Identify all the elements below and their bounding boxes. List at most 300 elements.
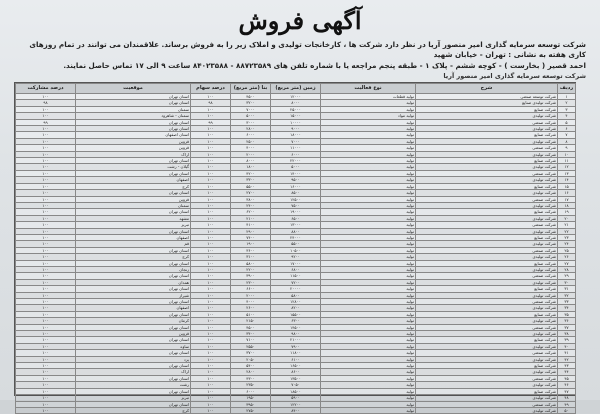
cell-row-number: ۳۸ — [558, 331, 576, 337]
cell-land: ۲۲۰۰۰ — [271, 158, 321, 164]
cell-share: ۱۰۰ — [191, 337, 231, 343]
cell-building: ۳۲۰۰ — [231, 100, 271, 106]
cell-ownership: ۱۰۰ — [16, 369, 76, 375]
cell-description: شرکت تولیدی — [416, 407, 558, 413]
cell-share: ۱۰۰ — [191, 106, 231, 112]
cell-share: ۱۰۰ — [191, 363, 231, 369]
cell-row-number: ۱۳ — [558, 170, 576, 176]
cell-location: استان تهران — [76, 375, 191, 381]
cell-building: ۲۸۰۰ — [231, 369, 271, 375]
cell-location: استان تهران — [76, 119, 191, 125]
cell-location: استان تهران — [76, 388, 191, 394]
cell-usage: تولید — [321, 164, 416, 170]
cell-share: ۱۰۰ — [191, 286, 231, 292]
cell-row-number: ۴۴ — [558, 369, 576, 375]
cell-share: ۱۰۰ — [191, 222, 231, 228]
cell-usage: تولید — [321, 196, 416, 202]
cell-ownership: ۱۰۰ — [16, 94, 76, 100]
cell-location: استان تهران — [76, 126, 191, 132]
cell-ownership: ۱۰۰ — [16, 260, 76, 266]
cell-usage: تولید مواد — [321, 113, 416, 119]
cell-ownership: ۱۰۰ — [16, 132, 76, 138]
cell-location: ساوه — [76, 343, 191, 349]
cell-ownership: ۱۰۰ — [16, 266, 76, 272]
cell-location: رشت — [76, 382, 191, 388]
cell-usage: تولید — [321, 247, 416, 253]
cell-location: استان تهران — [76, 286, 191, 292]
cell-share: ۱۰۰ — [191, 407, 231, 413]
cell-building: ۷۱۰۰ — [231, 337, 271, 343]
header-usage: نوع فعالیت — [321, 84, 416, 94]
cell-description: شرکت صنایع — [416, 158, 558, 164]
cell-row-number: ۲۰ — [558, 215, 576, 221]
cell-usage: تولید — [321, 177, 416, 183]
cell-row-number: ۴۳ — [558, 363, 576, 369]
cell-usage: تولید — [321, 311, 416, 317]
cell-description: شرکت صنایع — [416, 311, 558, 317]
cell-share: ۱۰۰ — [191, 305, 231, 311]
cell-location: استان تهران — [76, 260, 191, 266]
cell-description: شرکت تولیدی — [416, 331, 558, 337]
cell-ownership: ۱۰۰ — [16, 209, 76, 215]
cell-location: اراک — [76, 151, 191, 157]
cell-land: ۵۹۰۰ — [271, 395, 321, 401]
cell-ownership: ۱۰۰ — [16, 299, 76, 305]
cell-land: ۱۶۰۰۰ — [271, 183, 321, 189]
cell-row-number: ۴۹ — [558, 401, 576, 407]
cell-usage: تولید — [321, 388, 416, 394]
cell-ownership: ۱۰۰ — [16, 375, 76, 381]
cell-land: ۱۲۵۰۰ — [271, 196, 321, 202]
cell-row-number: ۳ — [558, 106, 576, 112]
cell-description: شرکت تولیدی — [416, 343, 558, 349]
cell-share: ۱۰۰ — [191, 279, 231, 285]
cell-usage: تولید — [321, 228, 416, 234]
cell-location: استان تهران — [76, 209, 191, 215]
notice-intro — [18, 40, 586, 71]
cell-land: ۲۱۰۰۰ — [271, 337, 321, 343]
cell-ownership: ۱۰۰ — [16, 311, 76, 317]
cell-building: ۲۳۵۰ — [231, 382, 271, 388]
cell-land: ۶۵۰۰ — [271, 215, 321, 221]
table-header-row — [16, 84, 576, 94]
cell-row-number: ۷ — [558, 132, 576, 138]
cell-usage: تولید — [321, 331, 416, 337]
cell-usage: تولید — [321, 209, 416, 215]
intro-line-2: احمد قصیر ( بخارست ) - کوچه ششم - پلاک ۱ - طبقه پنجم مراجعه یا با شماره تلفن های ۸۸۷۲۳۵۸۹ - ۸۴۰۲۳۵۸۸ ساعت ۹ الی ۱۷ تماس حاصل نمایند. — [63, 61, 586, 70]
cell-share: ۱۰۰ — [191, 164, 231, 170]
cell-location: زنجان — [76, 266, 191, 272]
cell-land: ۶۸۰۰ — [271, 266, 321, 272]
cell-ownership: ۱۰۰ — [16, 254, 76, 260]
cell-ownership: ۹۸ — [16, 100, 76, 106]
cell-usage: تولید — [321, 126, 416, 132]
cell-share: ۱۰۰ — [191, 145, 231, 151]
cell-share: ۱۰۰ — [191, 228, 231, 234]
cell-location: قزوین — [76, 196, 191, 202]
cell-building: ۴۰۰۰ — [231, 145, 271, 151]
cell-usage: تولید — [321, 145, 416, 151]
cell-building: ۳۱۰۰ — [231, 254, 271, 260]
cell-building: ۲۴۰۰ — [231, 202, 271, 208]
cell-usage: تولید — [321, 158, 416, 164]
cell-land: ۷۵۰۰ — [271, 202, 321, 208]
cell-row-number: ۲۱ — [558, 222, 576, 228]
cell-building: ۲۷۵۰ — [231, 407, 271, 413]
cell-usage: تولید — [321, 222, 416, 228]
cell-land: ۸۸۰۰ — [271, 228, 321, 234]
cell-row-number: ۲۵ — [558, 247, 576, 253]
cell-location: یزد — [76, 356, 191, 362]
cell-building: ۳۹۵۰ — [231, 401, 271, 407]
header-ownership: درصد مشارکت — [16, 84, 76, 94]
cell-usage: تولید — [321, 132, 416, 138]
cell-usage: تولید — [321, 305, 416, 311]
cell-share: ۱۰۰ — [191, 350, 231, 356]
cell-building: ۴۱۰۰ — [231, 222, 271, 228]
cell-land: ۲۵۰۰۰ — [271, 106, 321, 112]
cell-location: سمنان — [76, 106, 191, 112]
cell-land: ۸۵۰۰ — [271, 190, 321, 196]
cell-description: شرکت صنایع — [416, 363, 558, 369]
cell-description: شرکت صنعتی — [416, 273, 558, 279]
cell-location: استان اصفهان — [76, 132, 191, 138]
cell-building: ۳۷۰۰ — [231, 350, 271, 356]
cell-usage: تولید — [321, 202, 416, 208]
cell-description: شرکت صنایع — [416, 388, 558, 394]
notice-title: آگهی فروش — [238, 6, 362, 35]
cell-share: ۱۰۰ — [191, 395, 231, 401]
cell-description: شرکت تولیدی — [416, 382, 558, 388]
cell-land: ۷۰۰۰ — [271, 138, 321, 144]
cell-land: ۱۸۵۰۰ — [271, 388, 321, 394]
cell-usage: تولید — [321, 337, 416, 343]
cell-row-number: ۱۹ — [558, 209, 576, 215]
cell-land: ۱۰۰۰۰ — [271, 119, 321, 125]
cell-share: ۱۰۰ — [191, 126, 231, 132]
header-share: درصد سهام — [191, 84, 231, 94]
cell-ownership: ۱۰۰ — [16, 363, 76, 369]
cell-land: ۱۹۰۰۰ — [271, 209, 321, 215]
cell-land: ۱۴۵۰۰ — [271, 324, 321, 330]
cell-usage: تولید — [321, 138, 416, 144]
cell-location: استان تهران — [76, 100, 191, 106]
cell-share: ۱۰۰ — [191, 292, 231, 298]
cell-land: ۷۹۰۰ — [271, 343, 321, 349]
cell-row-number: ۲۹ — [558, 273, 576, 279]
cell-building: ۵۵۰۰ — [231, 183, 271, 189]
cell-land: ۱۱۸۰۰ — [271, 350, 321, 356]
cell-share: ۱۰۰ — [191, 202, 231, 208]
cell-share: ۹۸ — [191, 100, 231, 106]
cell-description: شرکت صنعتی — [416, 170, 558, 176]
header-land: زمین (متر مربع) — [271, 84, 321, 94]
cell-location: استان تهران — [76, 324, 191, 330]
cell-usage: تولید — [321, 324, 416, 330]
cell-building: ۲۲۰۰ — [231, 266, 271, 272]
cell-land: ۹۲۰۰ — [271, 254, 321, 260]
cell-row-number: ۴۰ — [558, 343, 576, 349]
cell-location: کرج — [76, 254, 191, 260]
cell-ownership: ۱۰۰ — [16, 279, 76, 285]
cell-share: ۱۰۰ — [191, 234, 231, 240]
cell-location: استان تهران — [76, 337, 191, 343]
cell-row-number: ۴۱ — [558, 350, 576, 356]
cell-location: استان تهران — [76, 311, 191, 317]
cell-ownership: ۱۰۰ — [16, 164, 76, 170]
cell-row-number: ۲ — [558, 100, 576, 106]
cell-description: شرکت صنعتی — [416, 247, 558, 253]
cell-usage: تولید — [321, 401, 416, 407]
cell-land: ۱۴۰۰۰ — [271, 170, 321, 176]
cell-description: شرکت تولیدی — [416, 356, 558, 362]
cell-ownership: ۱۰۰ — [16, 138, 76, 144]
cell-description: شرکت تولیدی — [416, 266, 558, 272]
cell-usage: تولید — [321, 395, 416, 401]
cell-usage: تولید — [321, 106, 416, 112]
listings-table-container — [14, 82, 576, 413]
header-location: موقعیت — [76, 84, 191, 94]
cell-row-number: ۱ — [558, 94, 576, 100]
cell-land: ۲۴۰۰۰ — [271, 234, 321, 240]
cell-row-number: ۱۲ — [558, 164, 576, 170]
cell-ownership: ۱۰۰ — [16, 170, 76, 176]
cell-location: سمنان - شاهرود — [76, 113, 191, 119]
cell-building: ۴۳۰۰ — [231, 375, 271, 381]
cell-ownership: ۱۰۰ — [16, 388, 76, 394]
header-row-number: ردیف — [558, 84, 576, 94]
cell-land: ۵۸۰۰ — [271, 292, 321, 298]
cell-description: شرکت صنعتی — [416, 299, 558, 305]
cell-land: ۱۵۰۰۰ — [271, 113, 321, 119]
cell-usage: تولید — [321, 363, 416, 369]
cell-land: ۱۵۵۰۰ — [271, 311, 321, 317]
cell-building: ۴۰۰۰ — [231, 299, 271, 305]
cell-building: ۳۹۰۰ — [231, 273, 271, 279]
cell-usage: تولید — [321, 369, 416, 375]
cell-location: استان تهران — [76, 247, 191, 253]
cell-description: شرکت تولیدی — [416, 318, 558, 324]
cell-land: ۱۸۰۰۰ — [271, 132, 321, 138]
cell-building: ۵۸۰۰ — [231, 260, 271, 266]
cell-usage: تولید — [321, 299, 416, 305]
cell-share: ۱۰۰ — [191, 158, 231, 164]
header-description: شرح — [416, 84, 558, 94]
cell-description: شرکت صنایع — [416, 337, 558, 343]
cell-row-number: ۴۶ — [558, 382, 576, 388]
cell-land: ۸۲۰۰ — [271, 305, 321, 311]
cell-location: سمنان — [76, 202, 191, 208]
cell-description: شرکت تولیدی — [416, 369, 558, 375]
cell-land: ۱۰۵۰۰ — [271, 247, 321, 253]
cell-building: ۳۶۰۰ — [231, 247, 271, 253]
cell-share: ۱۰۰ — [191, 209, 231, 215]
cell-ownership: ۱۰۰ — [16, 177, 76, 183]
cell-building: ۲۰۰۰ — [231, 292, 271, 298]
cell-share: ۱۰۰ — [191, 254, 231, 260]
cell-location: تبریز — [76, 395, 191, 401]
cell-ownership: ۱۰۰ — [16, 202, 76, 208]
cell-land: ۶۰۰۰ — [271, 151, 321, 157]
cell-building: ۴۵۰۰ — [231, 94, 271, 100]
cell-description: شرکت صنعتی — [416, 119, 558, 125]
cell-location: اراک — [76, 369, 191, 375]
cell-land: ۶۳۰۰ — [271, 318, 321, 324]
cell-row-number: ۲۶ — [558, 254, 576, 260]
cell-row-number: ۱۰ — [558, 151, 576, 157]
cell-row-number: ۳۲ — [558, 292, 576, 298]
cell-building: ۵۱۰۰ — [231, 311, 271, 317]
cell-usage: تولید — [321, 151, 416, 157]
cell-land: ۱۳۰۰۰ — [271, 222, 321, 228]
cell-description: شرکت صنایع — [416, 183, 558, 189]
cell-description: شرکت تولیدی — [416, 113, 558, 119]
cell-row-number: ۳۴ — [558, 305, 576, 311]
cell-location: استان تهران — [76, 363, 191, 369]
cell-ownership: ۱۰۰ — [16, 273, 76, 279]
cell-share: ۱۰۰ — [191, 356, 231, 362]
cell-row-number: ۱۴ — [558, 177, 576, 183]
cell-building: ۷۴۰۰ — [231, 234, 271, 240]
cell-ownership: ۱۰۰ — [16, 305, 76, 311]
cell-land: ۸۶۰۰ — [271, 369, 321, 375]
cell-location: قزوین — [76, 331, 191, 337]
cell-location: کرج — [76, 407, 191, 413]
cell-land: ۹۰۰۰ — [271, 126, 321, 132]
cell-description: شرکت صنعتی — [416, 196, 558, 202]
cell-row-number: ۵ — [558, 119, 576, 125]
cell-usage: تولید — [321, 343, 416, 349]
cell-row-number: ۳۷ — [558, 324, 576, 330]
cell-usage: تولید — [321, 292, 416, 298]
cell-building: ۲۱۵۰ — [231, 318, 271, 324]
cell-building: ۳۸۰۰ — [231, 196, 271, 202]
cell-building: ۶۰۰۰ — [231, 132, 271, 138]
cell-usage: تولید — [321, 183, 416, 189]
cell-usage: تولید — [321, 350, 416, 356]
cell-building: ۶۲۰۰ — [231, 209, 271, 215]
cell-ownership: ۱۰۰ — [16, 401, 76, 407]
cell-ownership: ۱۰۰ — [16, 215, 76, 221]
cell-usage: تولید — [321, 382, 416, 388]
cell-share: ۱۰۰ — [191, 132, 231, 138]
cell-usage: تولید — [321, 286, 416, 292]
cell-row-number: ۴۸ — [558, 395, 576, 401]
cell-location: استان تهران — [76, 158, 191, 164]
cell-location: استان تهران — [76, 228, 191, 234]
cell-share: ۱۰۰ — [191, 151, 231, 157]
cell-row-number: ۳۰ — [558, 279, 576, 285]
cell-usage: تولید — [321, 170, 416, 176]
cell-building: ۳۴۰۰ — [231, 331, 271, 337]
cell-building: ۴۵۰۰ — [231, 324, 271, 330]
cell-location: شیراز — [76, 292, 191, 298]
cell-land: ۵۰۰۰ — [271, 164, 321, 170]
cell-description: شرکت تولیدی — [416, 254, 558, 260]
cell-row-number: ۲۲ — [558, 228, 576, 234]
cell-usage: تولید — [321, 279, 416, 285]
cell-ownership: ۹۹ — [16, 119, 76, 125]
cell-row-number: ۳۹ — [558, 337, 576, 343]
cell-row-number: ۲۴ — [558, 241, 576, 247]
cell-building: ۲۷۰۰ — [231, 190, 271, 196]
listings-table — [15, 83, 576, 414]
cell-building: ۱۸۰۰ — [231, 164, 271, 170]
cell-building: ۱۹۰۰ — [231, 241, 271, 247]
cell-land: ۸۴۰۰ — [271, 407, 321, 413]
cell-row-number: ۸ — [558, 138, 576, 144]
cell-row-number: ۱۷ — [558, 196, 576, 202]
cell-ownership: ۱۰۰ — [16, 356, 76, 362]
cell-land: ۱۱۵۰۰ — [271, 273, 321, 279]
cell-share: ۱۰۰ — [191, 299, 231, 305]
cell-land: ۱۱۰۰۰ — [271, 145, 321, 151]
cell-share: ۱۰۰ — [191, 324, 231, 330]
cell-ownership: ۱۰۰ — [16, 151, 76, 157]
cell-usage: تولید — [321, 318, 416, 324]
cell-share: ۱۰۰ — [191, 241, 231, 247]
cell-ownership: ۱۰۰ — [16, 331, 76, 337]
cell-description: شرکت صنایع — [416, 106, 558, 112]
cell-row-number: ۲۳ — [558, 234, 576, 240]
cell-building: ۲۱۰۰ — [231, 215, 271, 221]
cell-share: ۱۰۰ — [191, 375, 231, 381]
cell-building: ۸۰۰۰ — [231, 158, 271, 164]
cell-building: ۶۶۰۰ — [231, 286, 271, 292]
cell-ownership: ۱۰۰ — [16, 222, 76, 228]
cell-share: ۱۰۰ — [191, 369, 231, 375]
cell-description: شرکت صنعتی — [416, 324, 558, 330]
cell-building: ۲۰۵۰ — [231, 356, 271, 362]
cell-share: ۱۰۰ — [191, 331, 231, 337]
cell-usage: تولید — [321, 375, 416, 381]
cell-share: ۱۰۰ — [191, 94, 231, 100]
cell-usage: تولید — [321, 234, 416, 240]
cell-ownership: ۱۰۰ — [16, 292, 76, 298]
cell-building: ۷۰۰۰ — [231, 106, 271, 112]
cell-building: ۲۵۰۰ — [231, 138, 271, 144]
cell-share: ۱۰۰ — [191, 318, 231, 324]
cell-ownership: ۱۰۰ — [16, 106, 76, 112]
cell-building: ۲۳۰۰ — [231, 279, 271, 285]
cell-building: ۴۲۰۰ — [231, 170, 271, 176]
cell-land: ۷۲۰۰ — [271, 279, 321, 285]
cell-location: اصفهان — [76, 177, 191, 183]
cell-location: قم — [76, 241, 191, 247]
cell-usage: تولید — [321, 254, 416, 260]
cell-ownership: ۱۰۰ — [16, 343, 76, 349]
cell-row-number: ۲۸ — [558, 266, 576, 272]
cell-share: ۱۰۰ — [191, 138, 231, 144]
cell-description: شرکت تولیدی — [416, 177, 558, 183]
cell-row-number: ۴۷ — [558, 388, 576, 394]
cell-location: کرمان — [76, 318, 191, 324]
cell-share: ۱۰۰ — [191, 382, 231, 388]
cell-land: ۱۲۸۰۰ — [271, 299, 321, 305]
cell-share: ۱۰۰ — [191, 247, 231, 253]
cell-description: شرکت تولیدی صنایع — [416, 100, 558, 106]
cell-location: گیلان - رشت — [76, 164, 191, 170]
cell-ownership: ۱۰۰ — [16, 286, 76, 292]
cell-description: شرکت تولیدی — [416, 305, 558, 311]
cell-building: ۲۶۰۰ — [231, 305, 271, 311]
cell-location: استان تهران — [76, 170, 191, 176]
cell-description: شرکت صنعتی — [416, 222, 558, 228]
cell-description: شرکت صنعتی — [416, 401, 558, 407]
cell-land: ۱۲۰۰۰ — [271, 94, 321, 100]
cell-row-number: ۴ — [558, 113, 576, 119]
cell-land: ۸۰۰۰ — [271, 100, 321, 106]
